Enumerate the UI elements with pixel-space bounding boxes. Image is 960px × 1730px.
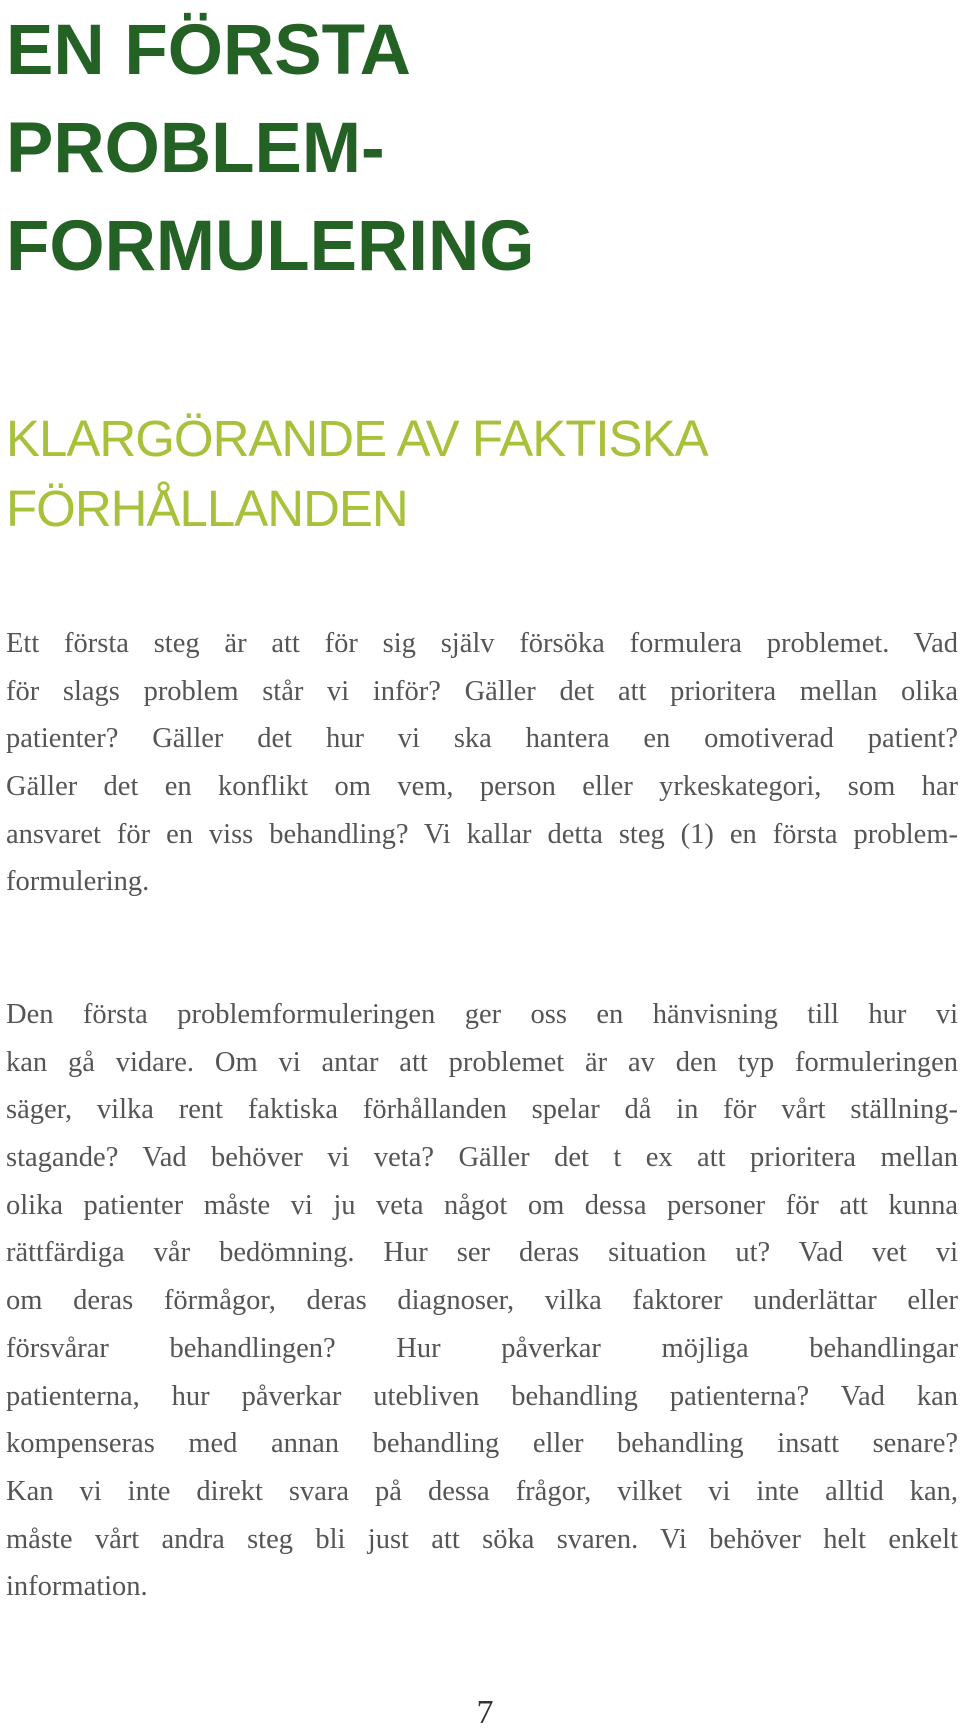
body-paragraph-1 bbox=[6, 620, 958, 906]
paragraph-line: för slags problem står vi inför? Gäller det att prioritera mellan olika bbox=[6, 675, 958, 707]
paragraph-line: försvårar behandlingen? Hur påverkar möjliga behandlingar bbox=[6, 1332, 958, 1364]
paragraph-line: rättfärdiga vår bedömning. Hur ser deras situation ut? Vad vet vi bbox=[6, 1237, 958, 1269]
paragraph-line: information. bbox=[6, 1571, 148, 1603]
main-title bbox=[6, 2, 946, 296]
paragraph-line: säger, vilka rent faktiska förhållanden spelar då in för vårt ställning- bbox=[6, 1094, 958, 1126]
body-paragraph-2 bbox=[6, 991, 958, 1611]
subtitle-line: FÖRHÅLLANDEN bbox=[6, 480, 408, 537]
paragraph-line: kan gå vidare. Om vi antar att problemet är av den typ formuleringen bbox=[6, 1046, 958, 1078]
main-title-line: EN FÖRSTA bbox=[6, 11, 411, 90]
page-number: 7 bbox=[476, 1694, 494, 1730]
paragraph-line: Kan vi inte direkt svara på dessa frågor, vilket vi inte alltid kan, bbox=[6, 1475, 958, 1507]
paragraph-line: olika patienter måste vi ju veta något om dessa personer för att kunna bbox=[6, 1189, 958, 1221]
paragraph-line: patienterna, hur påverkar utebliven behandling patienterna? Vad kan bbox=[6, 1380, 958, 1412]
paragraph-line: om deras förmågor, deras diagnoser, vilka faktorer underlättar eller bbox=[6, 1285, 958, 1317]
paragraph-line: måste vårt andra steg bli just att söka svaren. Vi behöver helt enkelt bbox=[6, 1523, 958, 1555]
main-title-line: FORMULERING bbox=[6, 207, 535, 286]
paragraph-line: formulering. bbox=[6, 866, 150, 898]
paragraph-line: kompenseras med annan behandling eller behandling insatt senare? bbox=[6, 1428, 958, 1460]
paragraph-line: Ett första steg är att för sig själv försöka formulera problemet. Vad bbox=[6, 628, 958, 659]
paragraph-line: patienter? Gäller det hur vi ska hantera en omotiverad patient? bbox=[6, 723, 958, 755]
paragraph-line: Den första problemformuleringen ger oss en hänvisning till hur vi bbox=[6, 999, 958, 1030]
main-title-line: PROBLEM- bbox=[6, 109, 385, 188]
section-subtitle bbox=[6, 404, 946, 544]
subtitle-line: KLARGÖRANDE AV FAKTISKA bbox=[6, 410, 708, 467]
paragraph-line: stagande? Vad behöver vi veta? Gäller det t ex att prioritera mellan bbox=[6, 1142, 958, 1174]
paragraph-line: Gäller det en konflikt om vem, person eller yrkeskategori, som har bbox=[6, 771, 958, 803]
paragraph-line: ansvaret för en viss behandling? Vi kallar detta steg (1) en första problem- bbox=[6, 818, 958, 850]
